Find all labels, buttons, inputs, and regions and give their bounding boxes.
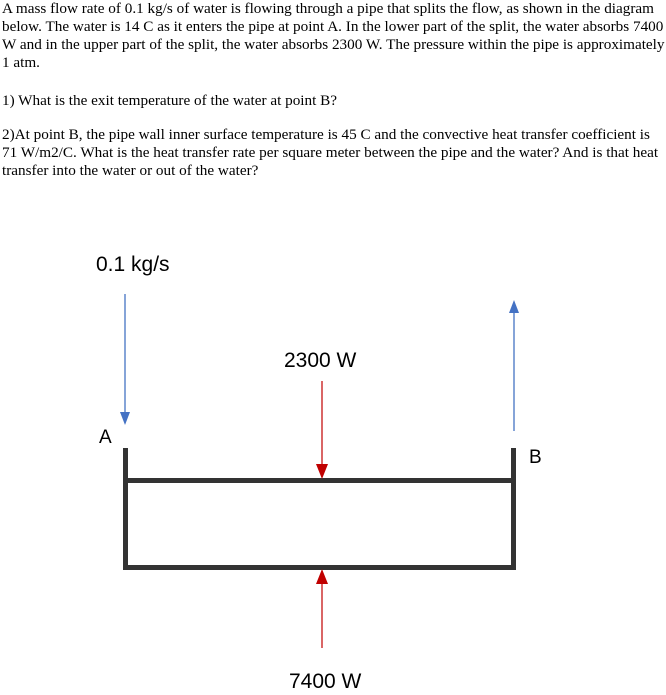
problem-intro: A mass flow rate of 0.1 kg/s of water is flowing through a pipe that splits the flow, as shown in the diagram below. The water is 14 C as it enters the pipe at point A. In the lower part of the split, the water absorbs 7400 W and in the upper part of the split, the water absorbs 2300 W. The pressure within the pipe is approximately 1 atm. <box>2 0 665 71</box>
upper-heat-arrow-icon <box>316 381 328 479</box>
question-2: 2)At point B, the pipe wall inner surface temperature is 45 C and the convective heat transfer coefficient is 71 W/m2/C. What is the heat transfer rate per square meter between the pipe and the water? And is that heat transfer into the water or out of the water? <box>2 126 659 179</box>
point-b-label: B <box>529 447 542 468</box>
upper-heat-label: 2300 W <box>284 349 357 372</box>
lower-heat-label: 7400 W <box>289 670 362 693</box>
inlet-flow-arrow-icon <box>120 294 130 425</box>
question-1: 1) What is the exit temperature of the water at point B? <box>2 92 337 109</box>
point-a-label: A <box>99 427 112 448</box>
mass-flow-label: 0.1 kg/s <box>96 253 170 276</box>
lower-heat-arrow-icon <box>316 569 328 648</box>
outlet-flow-arrow-icon <box>509 300 519 431</box>
